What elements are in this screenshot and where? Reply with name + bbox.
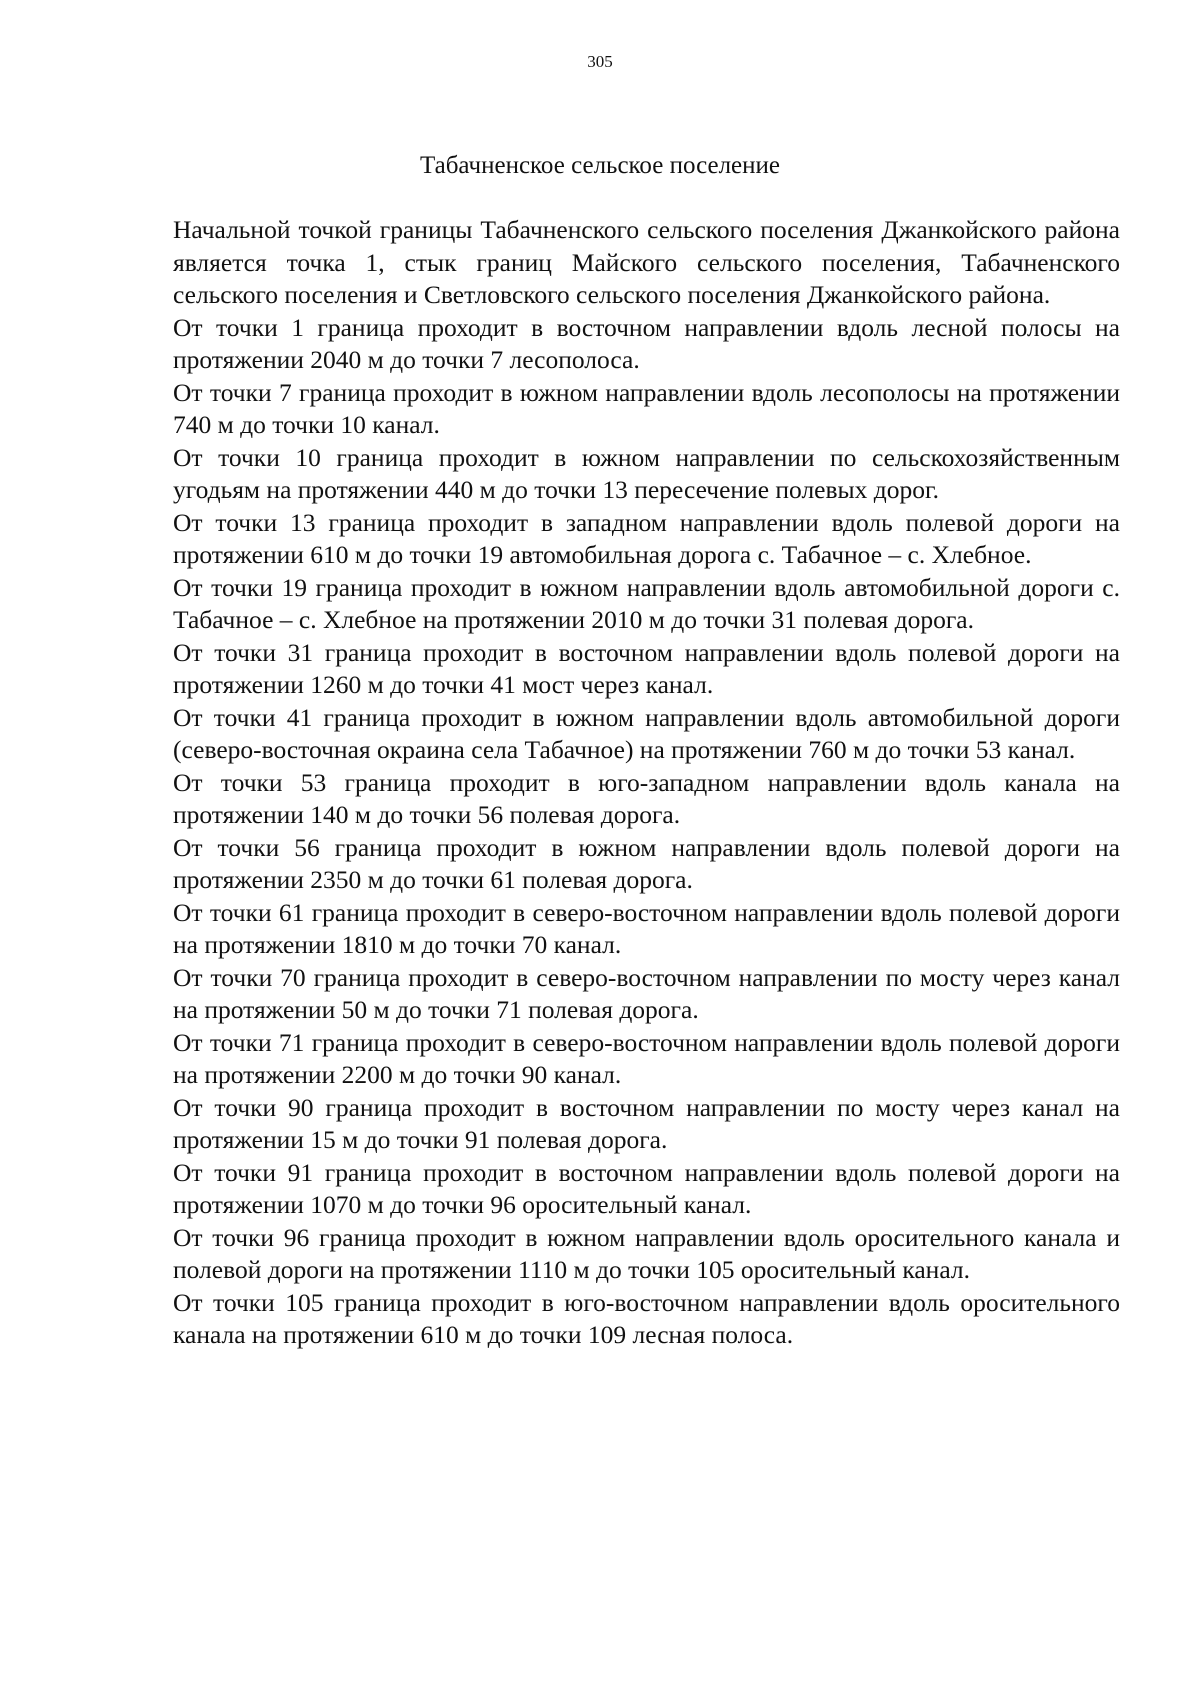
paragraph: От точки 10 граница проходит в южном направлении по сельскохозяйственным угодьям на протяжении 440 м до точки 13 пересечение полевых дорог. bbox=[173, 442, 1120, 504]
paragraph: От точки 91 граница проходит в восточном направлении вдоль полевой дороги на протяжении 1070 м до точки 96 оросительный канал. bbox=[173, 1157, 1120, 1219]
paragraph: От точки 53 граница проходит в юго-западном направлении вдоль канала на протяжении 140 м до точки 56 полевая дорога. bbox=[173, 767, 1120, 829]
paragraph: От точки 31 граница проходит в восточном направлении вдоль полевой дороги на протяжении 1260 м до точки 41 мост через канал. bbox=[173, 637, 1120, 699]
paragraph: От точки 41 граница проходит в южном направлении вдоль автомобильной дороги (северо-восточная окраина села Табачное) на протяжении 760 м до точки 53 канал. bbox=[173, 702, 1120, 764]
page-title: Табачненское сельское поселение bbox=[419, 152, 781, 179]
paragraph: От точки 7 граница проходит в южном направлении вдоль лесополосы на протяжении 740 м до точки 10 канал. bbox=[173, 377, 1120, 439]
paragraph: От точки 19 граница проходит в южном направлении вдоль автомобильной дороги с. Табачное – с. Хлебное на протяжении 2010 м до точки 31 полевая дорога. bbox=[173, 572, 1120, 634]
paragraph: От точки 90 граница проходит в восточном направлении по мосту через канал на протяжении 15 м до точки 91 полевая дорога. bbox=[173, 1092, 1120, 1154]
paragraph: От точки 70 граница проходит в северо-восточном направлении по мосту через канал на протяжении 50 м до точки 71 полевая дорога. bbox=[173, 962, 1120, 1024]
paragraph: От точки 61 граница проходит в северо-восточном направлении вдоль полевой дороги на протяжении 1810 м до точки 70 канал. bbox=[173, 897, 1120, 959]
paragraph: От точки 96 граница проходит в южном направлении вдоль оросительного канала и полевой дороги на протяжении 1110 м до точки 105 оросительный канал. bbox=[173, 1222, 1120, 1284]
page-number: 305 bbox=[587, 52, 613, 71]
paragraph: От точки 71 граница проходит в северо-восточном направлении вдоль полевой дороги на протяжении 2200 м до точки 90 канал. bbox=[173, 1027, 1120, 1089]
paragraph: От точки 105 граница проходит в юго-восточном направлении вдоль оросительного канала на протяжении 610 м до точки 109 лесная полоса. bbox=[173, 1287, 1120, 1349]
paragraph: От точки 13 граница проходит в западном направлении вдоль полевой дороги на протяжении 610 м до точки 19 автомобильная дорога с. Табачное – с. Хлебное. bbox=[173, 507, 1120, 569]
paragraph: От точки 56 граница проходит в южном направлении вдоль полевой дороги на протяжении 2350 м до точки 61 полевая дорога. bbox=[173, 832, 1120, 894]
paragraph: От точки 1 граница проходит в восточном направлении вдоль лесной полосы на протяжении 2040 м до точки 7 лесополоса. bbox=[173, 312, 1120, 374]
paragraph: Начальной точкой границы Табачненского сельского поселения Джанкойского района является точка 1, стык границ Майского сельского поселения, Табачненского сельского поселения и Светловского сельского поселения Джанкойского района. bbox=[173, 215, 1120, 309]
document-body bbox=[173, 214, 1120, 1352]
